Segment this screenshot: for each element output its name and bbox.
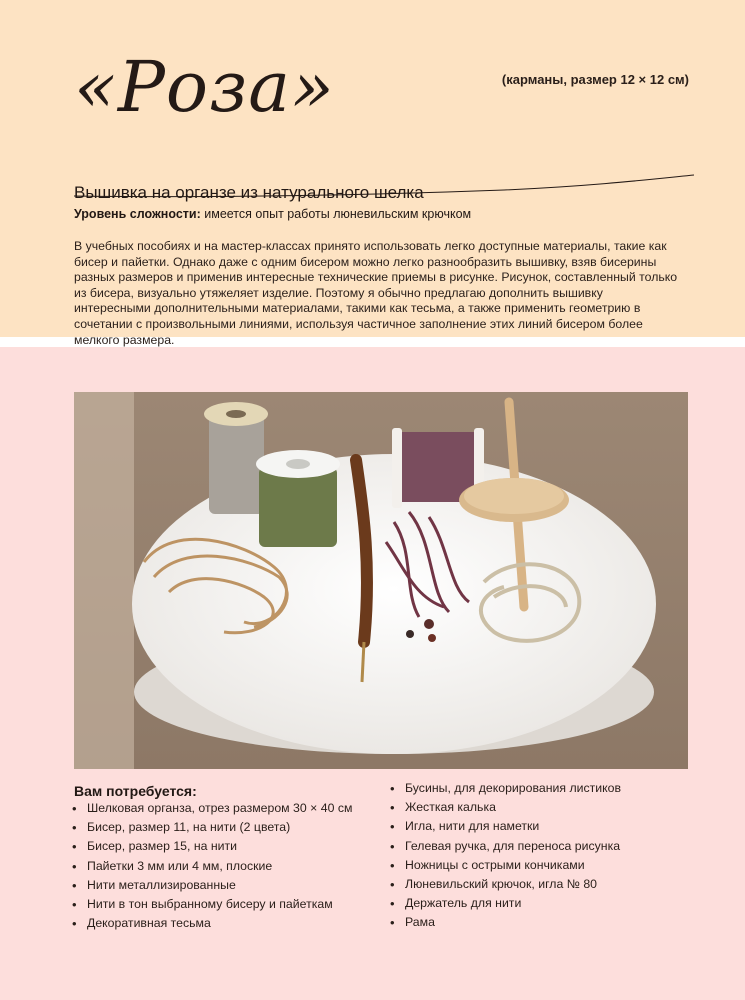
materials-item: • Пайетки 3 мм или 4 мм, плоские (72, 857, 352, 876)
materials-item: • Шелковая органза, отрез размером 30 × 40 см (72, 799, 352, 818)
materials-photo-illustration (74, 392, 688, 769)
materials-item: • Рама (390, 913, 621, 932)
difficulty-level (74, 207, 471, 221)
materials-item: • Гелевая ручка, для переноса рисунка (390, 837, 621, 856)
materials-list-left (72, 799, 352, 933)
intro-text (74, 239, 679, 348)
page-title: «Роза» (74, 46, 335, 128)
materials-photo (74, 392, 688, 769)
materials-item: • Декоративная тесьма (72, 914, 352, 933)
difficulty-value: имеется опыт работы люневильским крючком (200, 207, 472, 221)
materials-item: • Бисер, размер 15, на нити (72, 837, 352, 856)
materials-item: • Люневильский крючок, игла № 80 (390, 875, 621, 894)
size-note: (карманы, размер 12 × 12 см) (501, 72, 689, 87)
materials-item: • Ножницы с острыми кончиками (390, 856, 621, 875)
materials-item: • Игла, нити для наметки (390, 817, 621, 836)
materials-item: • Нити в тон выбранному бисеру и пайеткам (72, 895, 352, 914)
materials-item: • Держатель для нити (390, 894, 621, 913)
materials-list-right (390, 779, 621, 933)
difficulty-label: Уровень сложности: (74, 207, 201, 221)
page-subtitle: Вышивка на органзе из натурального шелка (74, 183, 424, 202)
intro-paragraph: В учебных пособиях и на мастер-классах принято использовать легко доступные материалы, такие как бисер и пайетки. Однако даже с одним бисером можно легко разнообразить вышивку, взяв бисерины разных размеров и применив интересные технические приемы в рисунке. Рисунок, составленный только из бисера, визуально утяжеляет изделие. Поэтому я обычно предлагаю дополнить вышивку интересными дополнительными материалами, такими как тесьма, а также применить геометрию в сочетании с произвольными линиями, используя частичное заполнение этих линий бисером более мелкого размера. (74, 239, 678, 347)
materials-item: • Нити металлизированные (72, 876, 352, 895)
materials-item: • Бусины, для декорирования листиков (390, 779, 621, 798)
materials-item: • Жесткая калька (390, 798, 621, 817)
materials-heading: Вам потребуется: (74, 783, 197, 799)
materials-item: • Бисер, размер 11, на нити (2 цвета) (72, 818, 352, 837)
